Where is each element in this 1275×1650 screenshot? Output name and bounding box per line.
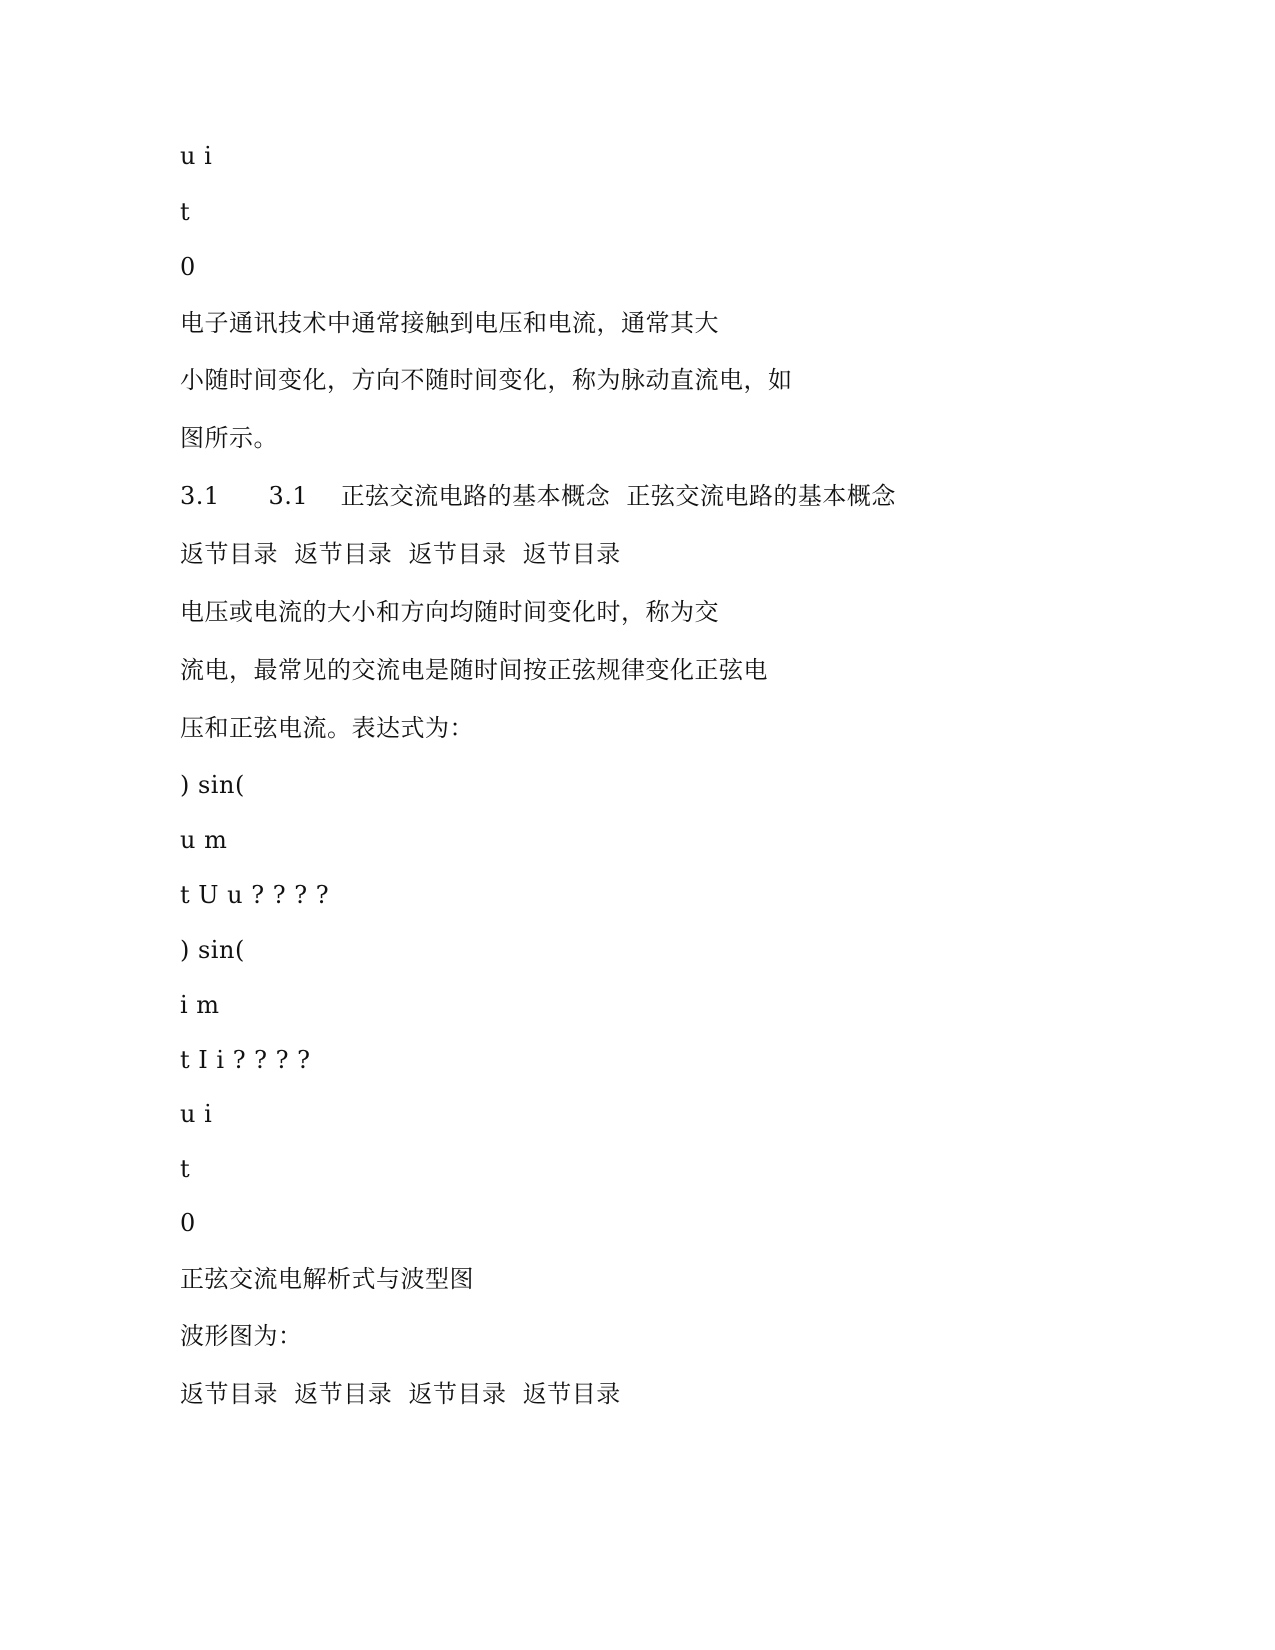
axis-origin-bottom: 0 [180, 1209, 196, 1237]
paragraph-line: 图所示。 [180, 424, 278, 452]
back-to-toc-links[interactable]: 返节目录 返节目录 返节目录 返节目录 [180, 1380, 621, 1408]
formula-fragment: ) sin( [180, 771, 245, 799]
formula-fragment: t U u ? ? ? ? [180, 881, 330, 909]
axis-label-ui-bottom: u i [180, 1100, 213, 1128]
axis-label-ui-top: u i [180, 142, 213, 170]
paragraph-line: 流电，最常见的交流电是随时间按正弦规律变化正弦电 [180, 656, 768, 684]
axis-label-t-top: t [180, 198, 191, 226]
formula-fragment: t I i ? ? ? ? [180, 1046, 311, 1074]
back-to-toc-links[interactable]: 返节目录 返节目录 返节目录 返节目录 [180, 540, 621, 568]
paragraph-line: 电子通讯技术中通常接触到电压和电流，通常其大 [180, 309, 719, 337]
formula-fragment: i m [180, 991, 220, 1019]
paragraph-line: 压和正弦电流。表达式为： [180, 714, 474, 742]
formula-fragment: ) sin( [180, 936, 245, 964]
figure-caption: 正弦交流电解析式与波型图 [180, 1265, 474, 1293]
paragraph-line: 电压或电流的大小和方向均随时间变化时，称为交 [180, 598, 719, 626]
axis-label-t-bottom: t [180, 1155, 191, 1183]
paragraph-line: 波形图为： [180, 1322, 303, 1350]
axis-origin-top: 0 [180, 253, 196, 281]
formula-fragment: u m [180, 826, 228, 854]
paragraph-line: 小随时间变化，方向不随时间变化，称为脉动直流电，如 [180, 366, 793, 394]
section-heading: 3.1 3.1 正弦交流电路的基本概念 正弦交流电路的基本概念 [180, 482, 896, 510]
